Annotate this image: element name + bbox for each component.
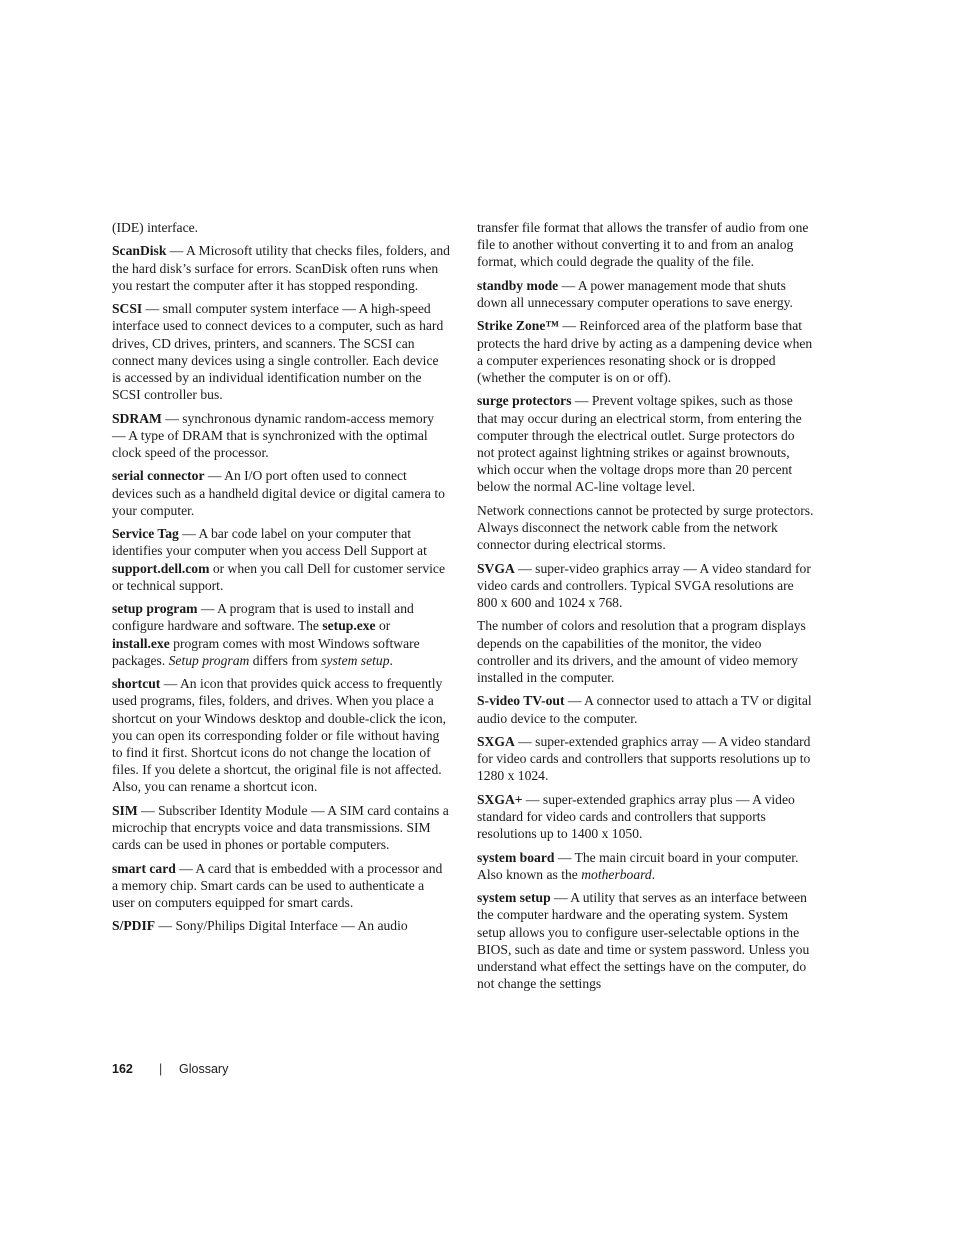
definition: — A connector used to attach a TV or digital audio device to the computer. bbox=[477, 693, 812, 726]
glossary-entry-smart-card bbox=[112, 860, 450, 912]
right-column bbox=[477, 219, 815, 999]
definition: — An icon that provides quick access to frequently used programs, files, folders, and drives. When you place a shortcut on your Windows desktop and double-click the icon, you can open its corresponding folder or file without having to find it first. Shortcut icons do not change the location of files. If you delete a shortcut, the original file is not affected. Also, you can rename a shortcut icon. bbox=[112, 676, 447, 795]
term: serial connector bbox=[112, 468, 205, 484]
glossary-entry-spdif bbox=[112, 917, 450, 934]
footer-separator: | bbox=[159, 1062, 163, 1076]
definition: or when you call Dell for customer service or technical support. bbox=[112, 560, 445, 593]
term: SCSI bbox=[112, 301, 143, 317]
definition: — Prevent voltage spikes, such as those that may occur during an electrical storm, from entering the computer through the electrical outlet. Surge protectors do not protect against lightning strikes or against brownouts, which occur when the voltage drops more than 20 percent below the normal AC-line voltage level. bbox=[477, 393, 802, 495]
term: system board bbox=[477, 849, 555, 865]
filename-setup-exe: setup.exe bbox=[322, 618, 376, 634]
term: standby mode bbox=[477, 277, 559, 293]
section-name: Glossary bbox=[179, 1062, 229, 1076]
term: SXGA+ bbox=[477, 791, 523, 807]
definition: — The main circuit board in your computer. Also known as the bbox=[477, 849, 799, 882]
definition: differs from bbox=[249, 652, 322, 668]
emphasis: motherboard bbox=[581, 866, 652, 882]
term: SIM bbox=[112, 802, 138, 818]
definition: program comes with most Windows software packages. bbox=[112, 635, 420, 668]
definition: — small computer system interface — A high-speed interface used to connect devices to a computer, such as hard drives, CD drives, printers, and scanners. The SCSI can connect many devices using a single controller. Each device is accessed by an individual identification number on the SCSI controller bus. bbox=[112, 301, 444, 403]
definition: — Subscriber Identity Module — A SIM card contains a microchip that encrypts voice and data transmissions. SIM cards can be used in phones or portable computers. bbox=[112, 802, 449, 853]
definition: — A program that is used to install and configure hardware and software. The bbox=[112, 601, 414, 634]
surge-note: Network connections cannot be protected by surge protectors. Always disconnect the network cable from the network connector during electrical storms. bbox=[477, 502, 814, 553]
definition: — Sony/Philips Digital Interface — An audio bbox=[155, 918, 408, 934]
term: setup program bbox=[112, 601, 198, 617]
definition: — A bar code label on your computer that identifies your computer when you access Dell Support at bbox=[112, 526, 427, 559]
glossary-entry-sim bbox=[112, 802, 450, 854]
glossary-entry-system-setup bbox=[477, 889, 815, 992]
definition: — A utility that serves as an interface between the computer hardware and the operating system. System setup allows you to configure user-selectable options in the BIOS, such as date and time or system password. Unless you understand what effect the settings have on the computer, do not change the settings bbox=[477, 890, 810, 992]
term: system setup bbox=[477, 890, 551, 906]
glossary-entry-shortcut bbox=[112, 675, 450, 795]
term: Service Tag bbox=[112, 526, 179, 542]
term: shortcut bbox=[112, 676, 161, 692]
term: surge protectors bbox=[477, 393, 572, 409]
continued-text: transfer file format that allows the transfer of audio from one file to another without converting it to and from an analog format, which could degrade the quality of the file. bbox=[477, 220, 809, 270]
filename-install-exe: install.exe bbox=[112, 635, 170, 651]
glossary-entry-scsi bbox=[112, 300, 450, 403]
emphasis: Setup program bbox=[168, 652, 250, 668]
glossary-entry-s-video bbox=[477, 692, 815, 726]
glossary-entry-svga bbox=[477, 560, 815, 612]
term: S/PDIF bbox=[112, 918, 156, 934]
glossary-entry-sdram bbox=[112, 410, 450, 462]
glossary-entry-scandisk bbox=[112, 242, 450, 294]
emphasis: system setup bbox=[321, 652, 390, 668]
definition: — An I/O port often used to connect devices such as a handheld digital device or digital camera to your computer. bbox=[112, 468, 445, 518]
glossary-entry-serial-connector bbox=[112, 467, 450, 519]
definition: — A card that is embedded with a processor and a memory chip. Smart cards can be used to authenticate a user on computers equipped for smart cards. bbox=[112, 860, 443, 910]
glossary-entry-service-tag bbox=[112, 525, 450, 594]
term: S-video TV-out bbox=[477, 693, 565, 709]
glossary-entry-surge-protectors bbox=[477, 392, 815, 495]
definition: — A power management mode that shuts down all unnecessary computer operations to save energy. bbox=[477, 277, 793, 310]
definition: — super-extended graphics array plus — A video standard for video cards and controllers that supports resolutions up to 1400 x 1050. bbox=[477, 791, 795, 842]
definition: — Reinforced area of the platform base that protects the hard drive by acting as a dampening device when a computer experiences resonating shock or is dropped (whether the computer is on or off). bbox=[477, 318, 813, 385]
definition: — super-video graphics array — A video standard for video cards and controllers. Typical SVGA resolutions are 800 x 600 and 1024 x 768. bbox=[477, 560, 811, 610]
glossary-entry-sxga bbox=[477, 733, 815, 785]
term: Strike Zone™ bbox=[477, 318, 559, 334]
glossary-entry-system-board bbox=[477, 849, 815, 883]
glossary-entry-strike-zone bbox=[477, 317, 815, 386]
term: SVGA bbox=[477, 560, 515, 576]
glossary-entry-sxga-plus bbox=[477, 791, 815, 843]
support-link[interactable]: support.dell.com bbox=[112, 560, 210, 576]
continued-text: (IDE) interface. bbox=[112, 220, 199, 235]
term: ScanDisk bbox=[112, 243, 167, 259]
definition: — super-extended graphics array — A video standard for video cards and controllers that supports resolutions up to 1280 x 1024. bbox=[477, 733, 811, 784]
glossary-entry-setup-program bbox=[112, 600, 450, 669]
term: smart card bbox=[112, 860, 176, 876]
definition: — A Microsoft utility that checks files, folders, and the hard disk’s surface for errors. ScanDisk often runs when you restart the computer after it has stopped responding. bbox=[112, 243, 450, 293]
definition: or bbox=[375, 618, 391, 634]
left-column bbox=[112, 219, 450, 941]
page-number: 162 bbox=[112, 1062, 133, 1076]
svga-note: The number of colors and resolution that a program displays depends on the capabilities of the monitor, the video controller and its drivers, and the amount of video memory installed in the computer. bbox=[477, 618, 806, 685]
glossary-entry-standby-mode bbox=[477, 277, 815, 311]
term: SDRAM bbox=[112, 410, 162, 426]
definition: . bbox=[389, 652, 393, 668]
term: SXGA bbox=[477, 733, 515, 749]
definition: — synchronous dynamic random-access memory — A type of DRAM that is synchronized with the optimal clock speed of the processor. bbox=[112, 410, 435, 460]
definition: . bbox=[651, 866, 656, 882]
